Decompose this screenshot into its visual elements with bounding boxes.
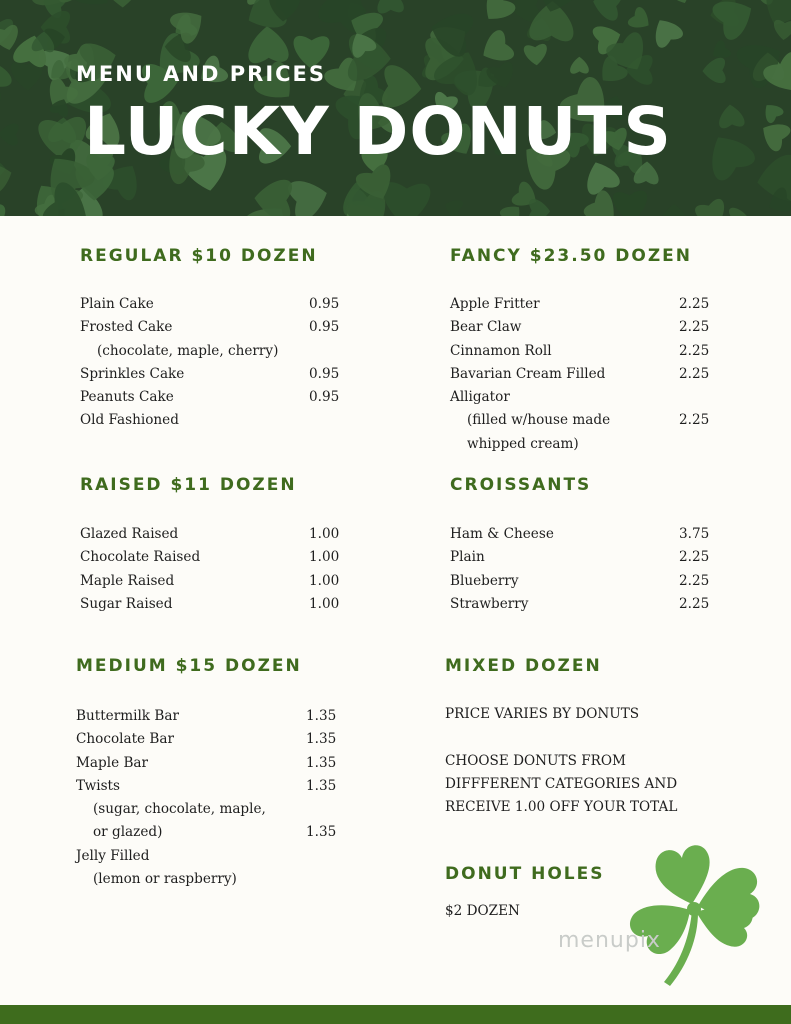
item-name: Bavarian Cream Filled bbox=[450, 365, 606, 382]
list-item bbox=[450, 409, 720, 432]
section-medium bbox=[76, 656, 346, 891]
item-name: Twists bbox=[76, 777, 120, 794]
list-item bbox=[76, 752, 346, 775]
item-name: Maple Raised bbox=[80, 572, 175, 589]
price-note: PRICE VARIES BY DONUTS bbox=[445, 706, 640, 722]
list-item bbox=[76, 821, 346, 844]
list-item bbox=[76, 728, 346, 751]
item-price: 2.25 bbox=[679, 319, 710, 336]
item-price: 2.25 bbox=[679, 342, 710, 359]
item-name: Bear Claw bbox=[450, 319, 522, 336]
list-item bbox=[76, 798, 346, 821]
item-name: Sugar Raised bbox=[80, 595, 173, 612]
list-item bbox=[80, 386, 350, 409]
item-price: 1.00 bbox=[309, 572, 340, 589]
item-price: 1.35 bbox=[306, 824, 337, 841]
list-item bbox=[80, 293, 350, 316]
menu-subtitle: MENU AND PRICES bbox=[76, 62, 327, 86]
item-note: (lemon or raspberry) bbox=[93, 871, 237, 888]
list-item bbox=[450, 386, 720, 409]
mixed-description bbox=[445, 703, 745, 819]
section-croissants bbox=[450, 475, 720, 616]
item-name: Strawberry bbox=[450, 595, 529, 612]
list-item bbox=[76, 845, 346, 868]
holes-price: $2 DOZEN bbox=[445, 903, 520, 919]
list-item bbox=[80, 316, 350, 339]
list-item bbox=[450, 293, 720, 316]
section-title: DONUT HOLES bbox=[445, 864, 605, 884]
list-item bbox=[80, 570, 350, 593]
section-donut-holes bbox=[445, 864, 645, 923]
list-item bbox=[450, 593, 720, 616]
item-price: 1.00 bbox=[309, 595, 340, 612]
list-item bbox=[80, 523, 350, 546]
section-title: FANCY $23.50 DOZEN bbox=[450, 246, 693, 266]
item-note: (chocolate, maple, cherry) bbox=[97, 342, 279, 359]
footer-bar bbox=[0, 1005, 791, 1024]
item-price: 1.35 bbox=[306, 777, 337, 794]
list-item bbox=[450, 340, 720, 363]
item-name: Alligator bbox=[450, 389, 510, 406]
item-note: (filled w/house made bbox=[467, 412, 611, 429]
spacer bbox=[445, 726, 745, 749]
instruction-line: DIFFFERENT CATEGORIES AND bbox=[445, 775, 678, 792]
item-price: 1.00 bbox=[309, 549, 340, 566]
list-item bbox=[80, 340, 350, 363]
item-name: Chocolate Bar bbox=[76, 731, 175, 748]
item-price: 1.35 bbox=[306, 731, 337, 748]
item-name: Chocolate Raised bbox=[80, 549, 201, 566]
section-title: MIXED DOZEN bbox=[445, 656, 602, 676]
header-banner bbox=[0, 0, 791, 216]
list-item bbox=[76, 775, 346, 798]
item-list bbox=[450, 523, 720, 616]
item-price: 1.00 bbox=[309, 526, 340, 542]
item-name: Buttermilk Bar bbox=[76, 708, 179, 724]
item-price: 2.25 bbox=[679, 412, 710, 429]
item-price: 2.25 bbox=[679, 549, 710, 566]
item-list bbox=[450, 293, 720, 456]
list-item bbox=[450, 363, 720, 386]
item-list bbox=[80, 293, 350, 433]
item-name: Jelly Filled bbox=[76, 847, 150, 864]
item-name: Plain bbox=[450, 549, 485, 566]
shamrock-icon bbox=[622, 838, 768, 988]
item-name: Plain Cake bbox=[80, 296, 154, 312]
list-item bbox=[450, 570, 720, 593]
item-price: 0.95 bbox=[309, 296, 340, 312]
section-regular bbox=[80, 246, 350, 433]
item-price: 1.35 bbox=[306, 708, 337, 724]
section-title: REGULAR $10 DOZEN bbox=[80, 246, 318, 266]
item-price: 3.75 bbox=[679, 526, 710, 542]
item-list bbox=[80, 523, 350, 616]
item-name: Sprinkles Cake bbox=[80, 365, 185, 382]
item-name: Glazed Raised bbox=[80, 526, 179, 542]
section-fancy bbox=[450, 246, 720, 456]
list-item bbox=[80, 546, 350, 569]
list-item bbox=[80, 363, 350, 386]
section-raised bbox=[80, 475, 350, 616]
list-item bbox=[80, 409, 350, 432]
item-name: Ham & Cheese bbox=[450, 526, 554, 542]
item-name: Blueberry bbox=[450, 572, 519, 589]
list-item bbox=[450, 433, 720, 456]
item-price: 2.25 bbox=[679, 595, 710, 612]
item-note: (sugar, chocolate, maple, bbox=[93, 801, 266, 818]
item-price: 2.25 bbox=[679, 296, 710, 312]
item-price: 0.95 bbox=[309, 365, 340, 382]
item-name: Frosted Cake bbox=[80, 319, 173, 336]
section-mixed bbox=[445, 656, 745, 819]
item-price: 0.95 bbox=[309, 389, 340, 406]
item-price: 1.35 bbox=[306, 754, 337, 771]
item-name: Peanuts Cake bbox=[80, 389, 174, 406]
instruction-line: RECEIVE 1.00 OFF YOUR TOTAL bbox=[445, 799, 678, 816]
watermark: menupix bbox=[558, 928, 661, 953]
item-note: whipped cream) bbox=[467, 435, 579, 452]
item-name: Old Fashioned bbox=[80, 412, 179, 429]
item-price: 2.25 bbox=[679, 365, 710, 382]
section-title: CROISSANTS bbox=[450, 475, 592, 495]
list-item bbox=[76, 868, 346, 891]
list-item bbox=[76, 705, 346, 728]
item-name: Cinnamon Roll bbox=[450, 342, 552, 359]
section-title: RAISED $11 DOZEN bbox=[80, 475, 297, 495]
item-list bbox=[76, 705, 346, 891]
item-price: 2.25 bbox=[679, 572, 710, 589]
item-note: or glazed) bbox=[93, 824, 163, 841]
list-item bbox=[80, 593, 350, 616]
item-name: Apple Fritter bbox=[450, 296, 540, 312]
item-price: 0.95 bbox=[309, 319, 340, 336]
page-title: LUCKY DONUTS bbox=[84, 93, 672, 170]
instruction-line: CHOOSE DONUTS FROM bbox=[445, 752, 626, 769]
section-title: MEDIUM $15 DOZEN bbox=[76, 656, 302, 676]
list-item bbox=[450, 316, 720, 339]
list-item bbox=[450, 523, 720, 546]
item-name: Maple Bar bbox=[76, 754, 149, 771]
list-item bbox=[450, 546, 720, 569]
